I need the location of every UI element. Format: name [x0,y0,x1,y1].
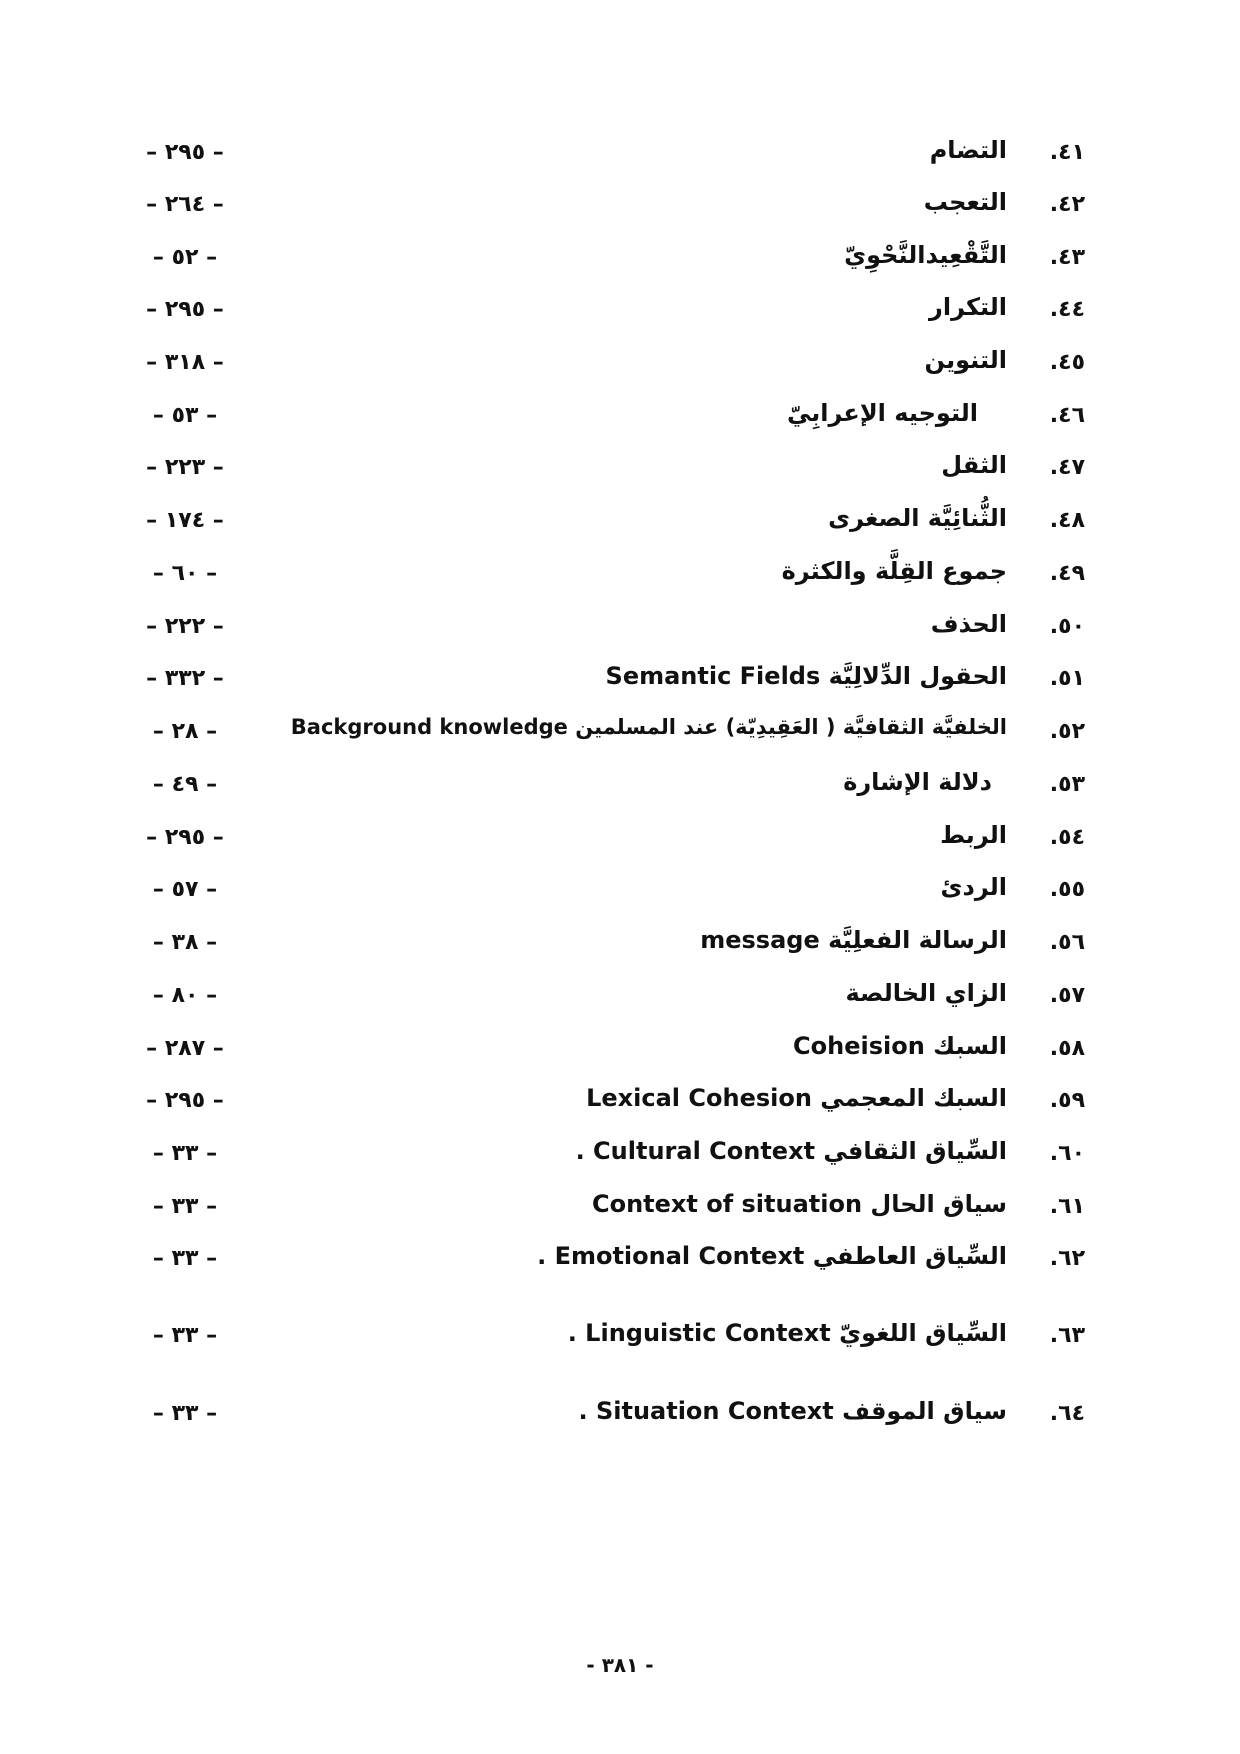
entry-page: – ٣١٨ – [146,350,224,375]
entry-page: – ٥٣ – [152,403,218,428]
entry-page: – ٨٠ – [152,983,218,1008]
page-number: - ٣٨١ - [586,1653,654,1677]
entry-term: السِّياق الثقافي Cultural Context . [575,1137,1007,1165]
entry-number: ٥٤. [1049,825,1085,850]
entry-term: الثقل [941,451,1007,479]
entry-number: ٥٨. [1049,1036,1085,1061]
index-entry [0,1397,1240,1441]
index-entry [0,1137,1240,1181]
entry-page: – ٤٩ – [152,772,218,797]
index-entry [0,1084,1240,1128]
index-entry [0,451,1240,495]
entry-term: السبك Coheision [793,1032,1007,1060]
entry-page: – ٢٩٥ – [146,825,224,850]
entry-number: ٥٩. [1049,1088,1085,1113]
entry-number: ٤٢. [1049,192,1085,217]
entry-page: – ٣٣ – [152,1323,218,1348]
entry-term: الحقول الدِّلالِيَّة Semantic Fields [605,662,1007,690]
entry-term: الحذف [930,610,1007,638]
index-entry [0,557,1240,601]
entry-term: الردئ [940,873,1007,901]
entry-page: – ٢٩٥ – [146,140,224,165]
entry-number: ٦٣. [1049,1323,1085,1348]
index-entry [0,346,1240,390]
entry-number: ٦٠. [1049,1141,1085,1166]
entry-page: – ٣٣ – [152,1401,218,1426]
entry-page: – ٣٣ – [152,1141,218,1166]
index-entry [0,610,1240,654]
index-entry [0,715,1240,759]
entry-number: ٤٩. [1049,561,1085,586]
entry-term: التعجب [923,188,1007,216]
entry-term: التنوين [924,346,1007,374]
entry-term: الربط [940,821,1007,849]
entry-term: سياق الموقف Situation Context . [578,1397,1007,1425]
entry-term: جموع القِلَّة والكثرة [781,557,1007,585]
index-entry [0,1032,1240,1076]
entry-term: السِّياق اللغويّ Linguistic Context . [567,1319,1007,1347]
entry-number: ٦١. [1049,1194,1085,1219]
entry-term: الخلفيَّة الثقافيَّة ( العَقِيدِيّة) عند المسلمين Background knowledge [290,715,1007,739]
entry-page: – ٢٩٥ – [146,1088,224,1113]
entry-term: التضام [929,136,1007,164]
entry-term: السبك المعجمي Lexical Cohesion [586,1084,1007,1112]
entry-term: سياق الحال Context of situation [591,1190,1007,1218]
index-entry [0,662,1240,706]
index-entry [0,1319,1240,1363]
entry-page: – ٢٦٤ – [146,192,224,217]
index-entry [0,188,1240,232]
entry-number: ٤٨. [1049,508,1085,533]
entry-number: ٥١. [1049,666,1085,691]
entry-number: ٥٢. [1049,719,1085,744]
entry-page: – ٣٨ – [152,930,218,955]
entry-number: ٤٧. [1049,455,1085,480]
index-entry [0,1190,1240,1234]
entry-number: ٤٣. [1049,245,1085,270]
entry-page: – ٢٢٢ – [146,614,224,639]
entry-page: – ١٧٤ – [146,508,224,533]
entry-number: ٦٤. [1049,1401,1085,1426]
entry-number: ٥٦. [1049,930,1085,955]
entry-number: ٥٠. [1049,614,1085,639]
entry-term: التكرار [929,293,1007,321]
entry-term: الثُّنائِيَّة الصغرى [828,504,1007,532]
entry-page: – ٦٠ – [152,561,218,586]
index-entry [0,293,1240,337]
index-entry [0,979,1240,1023]
entry-page: – ٢٩٥ – [146,297,224,322]
entry-number: ٤٦. [1049,403,1085,428]
entry-page: – ٥٧ – [152,877,218,902]
index-entry [0,926,1240,970]
entry-number: ٤٤. [1049,297,1085,322]
entry-term: دلالة الإشارة [843,768,992,796]
index-entry [0,504,1240,548]
entry-page: – ٥٢ – [152,245,218,270]
index-entry [0,1242,1240,1286]
index-entry [0,873,1240,917]
entry-term: التَّقْعِيدالنَّحْوِيّ [844,241,1007,269]
entry-term: التوجيه الإعرابِيّ [786,399,978,427]
index-entry [0,768,1240,812]
entry-term: الزاي الخالصة [845,979,1007,1007]
entry-page: – ٢٢٣ – [146,455,224,480]
entry-page: – ٢٨ – [152,719,218,744]
entry-number: ٦٢. [1049,1246,1085,1271]
index-entry [0,241,1240,285]
index-entry [0,821,1240,865]
entry-number: ٥٣. [1049,772,1085,797]
entry-page: – ٣٣ – [152,1194,218,1219]
entry-page: – ٣٣٢ – [146,666,224,691]
entry-page: – ٣٣ – [152,1246,218,1271]
entry-term: السِّياق العاطفي Emotional Context . [537,1242,1007,1270]
entry-number: ٤١. [1049,140,1085,165]
index-entry [0,399,1240,443]
entry-number: ٥٥. [1049,877,1085,902]
index-entry [0,136,1240,180]
entry-number: ٥٧. [1049,983,1085,1008]
entry-page: – ٢٨٧ – [146,1036,224,1061]
entry-number: ٤٥. [1049,350,1085,375]
entry-term: الرسالة الفعلِيَّة message [700,926,1007,954]
